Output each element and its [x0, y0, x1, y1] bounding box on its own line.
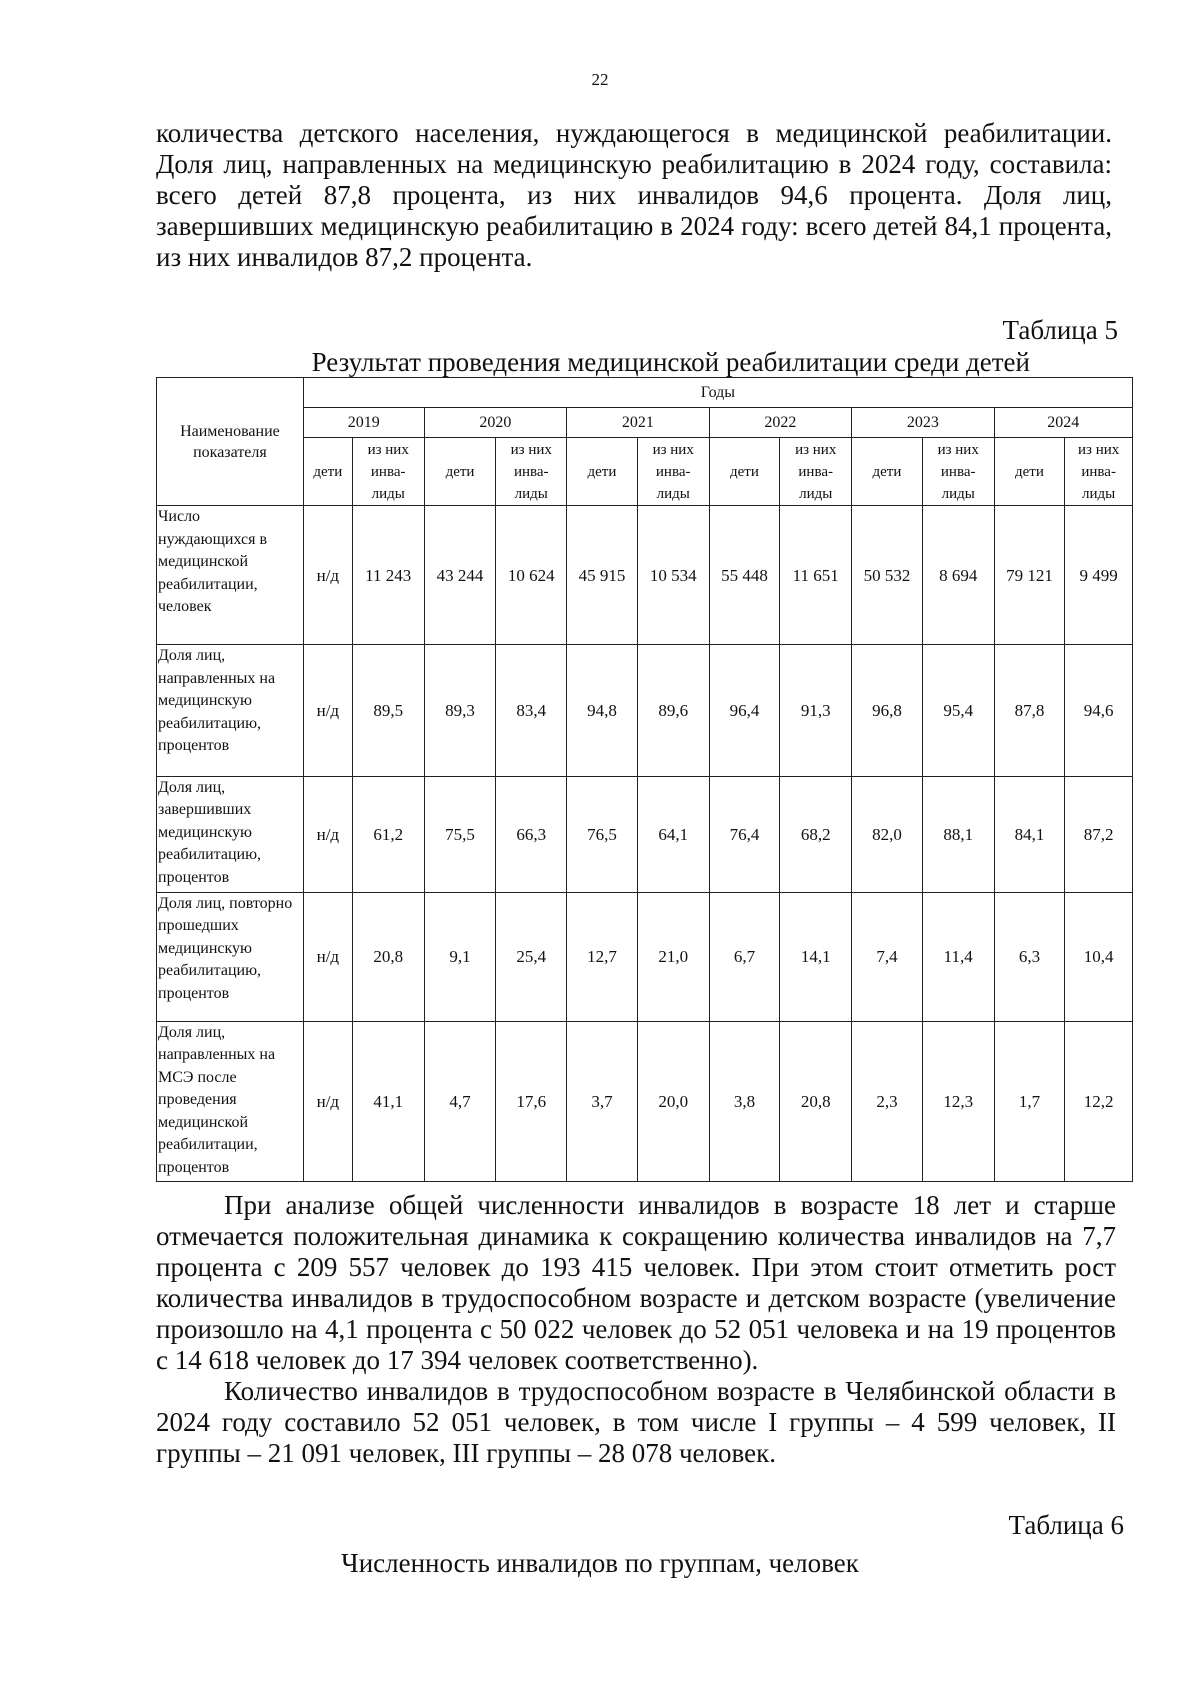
table-cell: 79 121 [994, 506, 1065, 645]
table-cell: 12,2 [1065, 1021, 1133, 1181]
table-cell: 3,8 [709, 1021, 780, 1181]
table-cell: 8 694 [922, 506, 994, 645]
header-years: Годы [303, 378, 1132, 408]
table-cell: 2,3 [852, 1021, 923, 1181]
table-cell: 9 499 [1065, 506, 1133, 645]
sub-disabled-header: из них инва-лиды [780, 438, 852, 506]
table-cell: 7,4 [852, 892, 923, 1021]
table-cell: 64,1 [637, 776, 709, 892]
table-6-number: Таблица 6 [1008, 1510, 1124, 1540]
header-row-subcolumns [157, 438, 1133, 506]
table-5 [156, 377, 1133, 1182]
row-label: Доля лиц, завершивших медицинскую реабилитацию, процентов [157, 776, 304, 892]
table-cell: 91,3 [780, 645, 852, 776]
year-header: 2021 [567, 408, 710, 438]
table-cell: 68,2 [780, 776, 852, 892]
table-row [157, 506, 1133, 645]
table-cell: 89,3 [424, 645, 496, 776]
sub-disabled-header: из них инва-лиды [637, 438, 709, 506]
table-cell: 96,4 [709, 645, 780, 776]
table-cell: 11,4 [922, 892, 994, 1021]
sub-children-header: дети [303, 438, 352, 506]
table-row [157, 892, 1133, 1021]
row-label: Доля лиц, повторно прошедших медицинскую реабилитацию, процентов [157, 892, 304, 1021]
table-cell: 66,3 [496, 776, 567, 892]
row-label: Доля лиц, направленных на медицинскую реабилитацию, процентов [157, 645, 304, 776]
table-cell: 11 651 [780, 506, 852, 645]
table-cell: 87,8 [994, 645, 1065, 776]
table-cell: 84,1 [994, 776, 1065, 892]
year-header: 2023 [852, 408, 995, 438]
sub-children-header: дети [994, 438, 1065, 506]
sub-disabled-header: из них инва-лиды [496, 438, 567, 506]
header-row-years [157, 378, 1133, 408]
table-cell: 14,1 [780, 892, 852, 1021]
analysis-section [156, 1190, 1116, 1469]
sub-disabled-header: из них инва-лиды [922, 438, 994, 506]
table-cell: н/д [303, 645, 352, 776]
header-row-year-list [157, 408, 1133, 438]
table-row [157, 1021, 1133, 1181]
table-cell: 11 243 [352, 506, 424, 645]
table-cell: 94,8 [567, 645, 638, 776]
table-cell: 76,5 [567, 776, 638, 892]
table-cell: 3,7 [567, 1021, 638, 1181]
sub-children-header: дети [424, 438, 496, 506]
table-cell: 10 534 [637, 506, 709, 645]
table-cell: 17,6 [496, 1021, 567, 1181]
table-row [157, 776, 1133, 892]
table-cell: 50 532 [852, 506, 923, 645]
row-label: Число нуждающихся в медицинской реабилитации, человек [157, 506, 304, 645]
table-cell: 21,0 [637, 892, 709, 1021]
table-cell: 82,0 [852, 776, 923, 892]
table-cell: 25,4 [496, 892, 567, 1021]
header-indicator: Наименование показателя [157, 378, 304, 506]
table-cell: 10 624 [496, 506, 567, 645]
table-cell: 9,1 [424, 892, 496, 1021]
sub-children-header: дети [852, 438, 923, 506]
sub-children-header: дети [567, 438, 638, 506]
table-cell: н/д [303, 892, 352, 1021]
sub-children-header: дети [709, 438, 780, 506]
year-header: 2019 [303, 408, 424, 438]
year-header: 2024 [994, 408, 1132, 438]
table-cell: 6,3 [994, 892, 1065, 1021]
table-cell: 1,7 [994, 1021, 1065, 1181]
table-cell: 41,1 [352, 1021, 424, 1181]
table-cell: 76,4 [709, 776, 780, 892]
table-cell: н/д [303, 776, 352, 892]
table-cell: 20,8 [780, 1021, 852, 1181]
year-header: 2020 [424, 408, 567, 438]
table-5-title: Результат проведения медицинской реабилитации среди детей [311, 347, 1030, 377]
table-cell: 55 448 [709, 506, 780, 645]
table-6-title: Численность инвалидов по группам, человек [341, 1548, 859, 1578]
table-cell: 20,0 [637, 1021, 709, 1181]
row-label: Доля лиц, направленных на МСЭ после проведения медицинской реабилитации, процентов [157, 1021, 304, 1181]
table-cell: 12,7 [567, 892, 638, 1021]
table-cell: 75,5 [424, 776, 496, 892]
sub-disabled-header: из них инва-лиды [352, 438, 424, 506]
table-cell: 88,1 [922, 776, 994, 892]
table-cell: 43 244 [424, 506, 496, 645]
table-cell: 83,4 [496, 645, 567, 776]
page-number: 22 [591, 70, 609, 89]
analysis-paragraph-2: Количество инвалидов в трудоспособном возрасте в Челябинской области в 2024 году составило 52 051 человек, в том числе I группы – 4 599 человек, II группы – 21 091 человек, III группы – 28 078 человек. [156, 1376, 1116, 1468]
table-cell: 87,2 [1065, 776, 1133, 892]
table-cell: 95,4 [922, 645, 994, 776]
intro-paragraph: количества детского населения, нуждающегося в медицинской реабилитации. Доля лиц, направленных на медицинскую реабилитацию в 2024 году, составила: всего детей 87,8 процента, из них инвалидов 94,6 процента. Доля лиц, завершивших медицинскую реабилитацию в 2024 году: всего детей 84,1 процента, из них инвалидов 87,2 процента. [156, 118, 1112, 272]
table-cell: 94,6 [1065, 645, 1133, 776]
table-cell: 45 915 [567, 506, 638, 645]
table-cell: н/д [303, 506, 352, 645]
table-cell: 12,3 [922, 1021, 994, 1181]
year-header: 2022 [709, 408, 852, 438]
table-row [157, 645, 1133, 776]
table-cell: 6,7 [709, 892, 780, 1021]
table-cell: н/д [303, 1021, 352, 1181]
table-cell: 4,7 [424, 1021, 496, 1181]
table-cell: 96,8 [852, 645, 923, 776]
sub-disabled-header: из них инва-лиды [1065, 438, 1133, 506]
table-cell: 89,5 [352, 645, 424, 776]
table-cell: 10,4 [1065, 892, 1133, 1021]
analysis-paragraph-1: При анализе общей численности инвалидов в возрасте 18 лет и старше отмечается положительная динамика к сокращению количества инвалидов на 7,7 процента с 209 557 человек до 193 415 человек. При этом стоит отметить рост количества инвалидов в трудоспособном возрасте и детском возрасте (увеличение произошло на 4,1 процента с 50 022 человек до 52 051 человека и на 19 процентов с 14 618 человек до 17 394 человек соответственно). [156, 1190, 1116, 1375]
table-cell: 61,2 [352, 776, 424, 892]
table-cell: 20,8 [352, 892, 424, 1021]
table-cell: 89,6 [637, 645, 709, 776]
table-5-number: Таблица 5 [1002, 315, 1118, 345]
table-5-body [157, 506, 1133, 1182]
